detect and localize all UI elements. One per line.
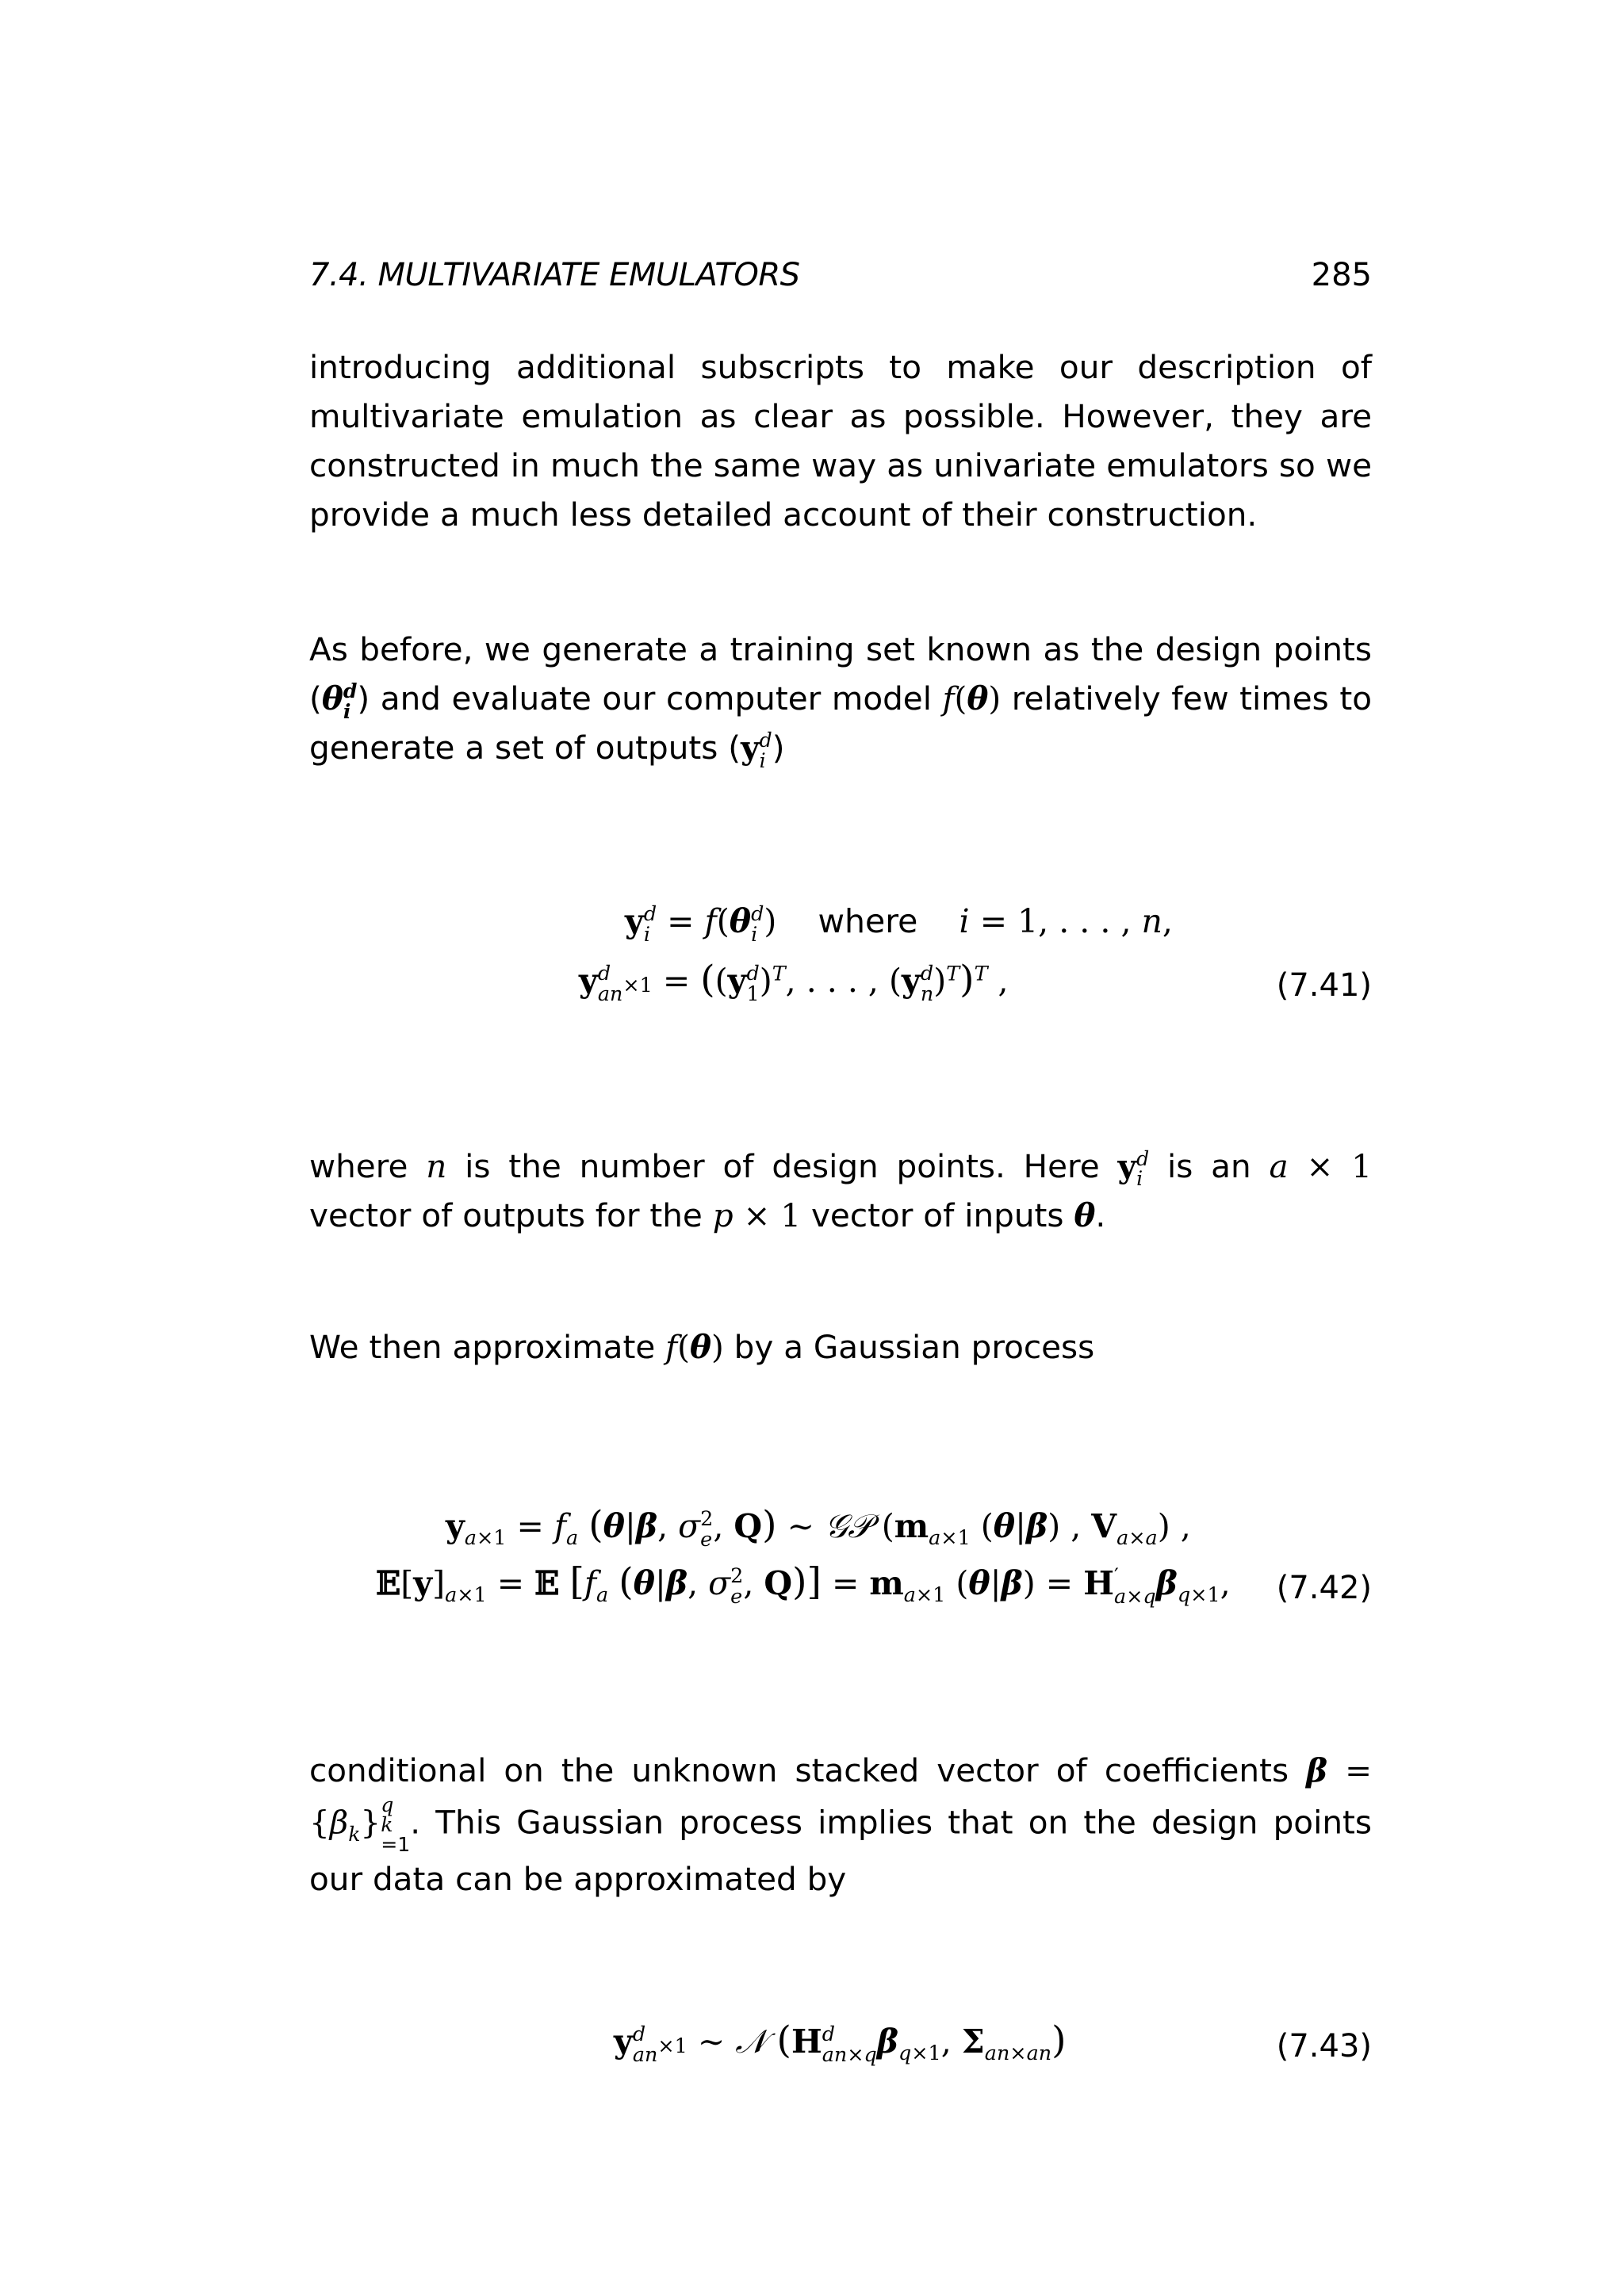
equation-number-7-43: (7.43) (1276, 2028, 1372, 2064)
equation-7-41-line-2: y d an ×1 = ((y d 1 )$^T$, . . . , (y d n )$^T$)$^T$ , (579, 958, 1009, 1005)
paragraph-gaussian-process: We then approximate f(θ) by a Gaussian process (309, 1328, 1095, 1366)
paragraph-outputs: where n is the number of design points. Here y d i is an a × 1 vector of outputs for the p × 1 vector of inputs θ. (309, 1146, 1372, 1234)
y-design-symbol: y d i (741, 729, 772, 772)
paragraph-intro: introducing additional subscripts to make our description of multivariate emulation as clear as possible. However, they are constructed in much the same way as univariate emulators so we provide a much less detailed account of their construction. (309, 348, 1372, 534)
paragraph-conditional: conditional on the unknown stacked vector of coefficients $\beta = \{\beta_k\}$ q k =1 . This Gaussian process implies that on the design points our data can be approximated by (309, 1751, 1373, 1899)
equation-7-41 (309, 888, 1372, 1015)
model-function-symbol: f (942, 679, 955, 718)
section-title: 7.4. MULTIVARIATE EMULATORS (309, 257, 800, 293)
equation-7-43-line-1: y d an ×1 ∼ 𝒩 (H d an×q $\beta_{q\times 1}$, $\Sigma_{an\times an}$) (614, 2019, 1067, 2066)
equation-7-43 (309, 2011, 1372, 2082)
running-header (309, 257, 1372, 304)
equation-7-41-line-1: y d i = f(θ d i ) where i = 1, . . . , n, (625, 901, 1173, 946)
equation-7-42-line-2: $𝔼[y]_{a\times 1}$ = 𝔼 [$f_a$ (θ|β, σ 2 e , $Q)] = m_{a\times 1}$ (θ|β) = H ′ a×q $\beta_{q\times 1}$, (376, 1560, 1231, 1608)
theta-design-symbol: θ d i (321, 679, 358, 723)
page-number: 285 (1311, 257, 1372, 293)
paragraph-design-points: As before, we generate a training set known as the design points (θ d i ) and evaluate our computer model f(θ) relatively few times to generate a set of outputs (y d i ) (309, 630, 1372, 772)
equation-7-42 (309, 1495, 1372, 1622)
equation-number-7-42: (7.42) (1276, 1570, 1372, 1606)
equation-number-7-41: (7.41) (1276, 967, 1372, 1004)
equation-7-42-line-1: $y_{a\times 1} = f_a$ (θ|β, σ 2 e , Q) ∼ 𝒢𝒫 ($m_{a\times 1}$ (θ|β) , $V_{a\times a}$) , (446, 1503, 1191, 1551)
